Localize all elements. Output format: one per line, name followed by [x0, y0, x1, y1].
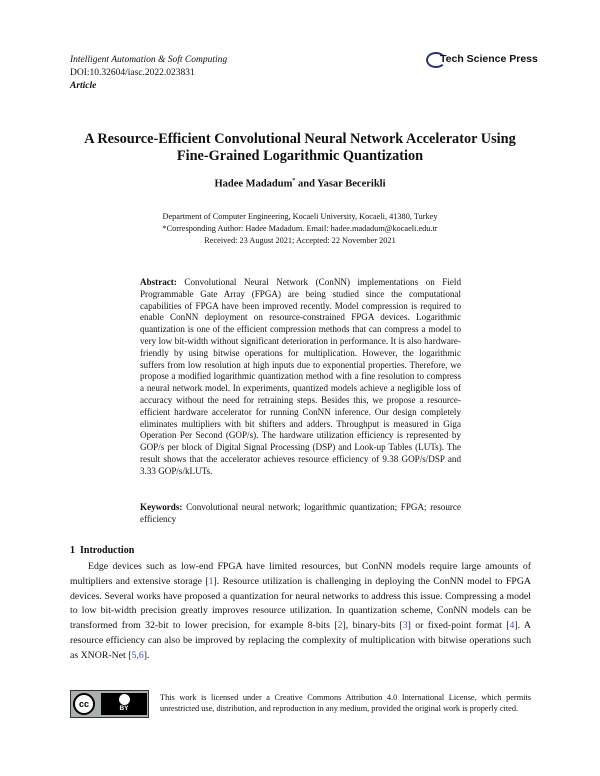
paper-title [60, 131, 540, 165]
introduction-paragraph [70, 560, 531, 664]
intro-text: ]. Resource utilization is challenging in deploying the ConNN model to FPGA devices. Several works have proposed a quantization for neural networks to address this issue. Compressing a model to low bit-width precision greatly improves resource utilization. In quantization scheme, ConNN models can be transformed from 32-bit to lower precision, for example 8-bits [ [70, 575, 531, 632]
title-line-1: A Resource-Efficient Convolutional Neural Network Accelerator Using [84, 131, 516, 147]
article-type: Article [70, 81, 97, 91]
intro-text: ]. A resource efficiency can also be improved by replacing the complexity of multiplication with bitwise operations such as XNOR-Net [ [70, 620, 531, 661]
keywords [140, 502, 461, 526]
citation-link[interactable]: 3 [402, 620, 408, 632]
cc-by-badge[interactable] [70, 690, 149, 718]
title-line-2: Fine-Grained Logarithmic Quantization [176, 148, 424, 164]
corresponding-mark: * [292, 178, 296, 184]
author-1: Hadee Madadum [214, 178, 293, 190]
abstract-text: Convolutional Neural Network (ConNN) implementations on Field Programmable Gate Array (FPGA) are being studied since the computational capabilities of FPGA have been improved recently. Model compression is required to enable ConNN deployment on resource-constrained FPGA devices. Logarithmic quantization is one of the efficient compression methods that can compress a model to very low bit-width without significant deterioration in performance. It is also hardware-friendly by using bitwise operations for multiplication. However, the logarithmic suffers from low resolution at high inputs due to exponential properties. Therefore, we propose a modified logarithmic quantization method with a fine resolution to compress a neural network model. In experiments, quantized models achieve a negligible loss of accuracy without the need for retraining steps. Besides this, we propose a resource-efficient hardware accelerator for running ConNN inference. Our design completely eliminates multipliers with bit shifters and adders. Throughput is measured in Giga Operation Per Second (GOP/s). The hardware utilization efficiency is represented by GOP/s per block of Digital Signal Processing (DSP) and Look-up Tables (LUTs). The result shows that the accelerator achieves resource efficiency of 9.38 GOP/s/DSP and 3.33 GOP/s/kLUTs. [140, 277, 461, 476]
keywords-label: Keywords: [140, 502, 183, 512]
received-accepted-dates: Received: 23 August 2021; Accepted: 22 November 2021 [204, 236, 396, 246]
citation-link[interactable]: 2 [337, 620, 343, 632]
intro-text: ]. [143, 649, 150, 661]
cc-icon: cc [73, 693, 95, 715]
doi: DOI:10.32604/iasc.2022.023831 [70, 68, 195, 78]
affiliation-dept: Department of Computer Engineering, Kocaeli University, Kocaeli, 41380, Turkey [162, 212, 438, 221]
intro-text: ], binary-bits [ [342, 620, 403, 632]
keywords-text: Convolutional neural network; logarithmic quantization; FPGA; resource efficiency [140, 502, 461, 524]
citation-link[interactable]: 5,6 [131, 649, 144, 661]
authors [0, 178, 600, 190]
citation-link[interactable]: 4 [509, 620, 515, 632]
author-2: Yasar Becerikli [317, 178, 386, 190]
by-icon [101, 693, 147, 715]
intro-text: ] or fixed-point format [ [407, 620, 510, 632]
publisher-name: Tech Science Press [440, 53, 538, 65]
journal-name: Intelligent Automation & Soft Computing [70, 55, 228, 65]
intro-text: Edge devices such as low-end FPGA have limited resources, but ConNN models require large amounts of multipliers and extensive storage [ [70, 561, 531, 587]
publisher-logo [426, 52, 538, 68]
section-heading: 1 Introduction [70, 545, 135, 556]
author-separator: and [295, 178, 318, 190]
affiliation-block [150, 211, 450, 248]
abstract [140, 277, 461, 478]
citation-link[interactable]: 1 [208, 575, 214, 587]
abstract-label: Abstract: [140, 277, 177, 287]
license-text: This work is licensed under a Creative Commons Attribution 4.0 International License, which permits unrestricted use, distribution, and reproduction in any medium, provided the original work is properly cited. [160, 693, 531, 714]
by-label: BY [119, 705, 129, 712]
corresponding-author: *Corresponding Author: Hadee Madadum. Email: hadee.madadum@kocaeli.edu.tr [162, 224, 438, 234]
person-icon [119, 694, 130, 705]
